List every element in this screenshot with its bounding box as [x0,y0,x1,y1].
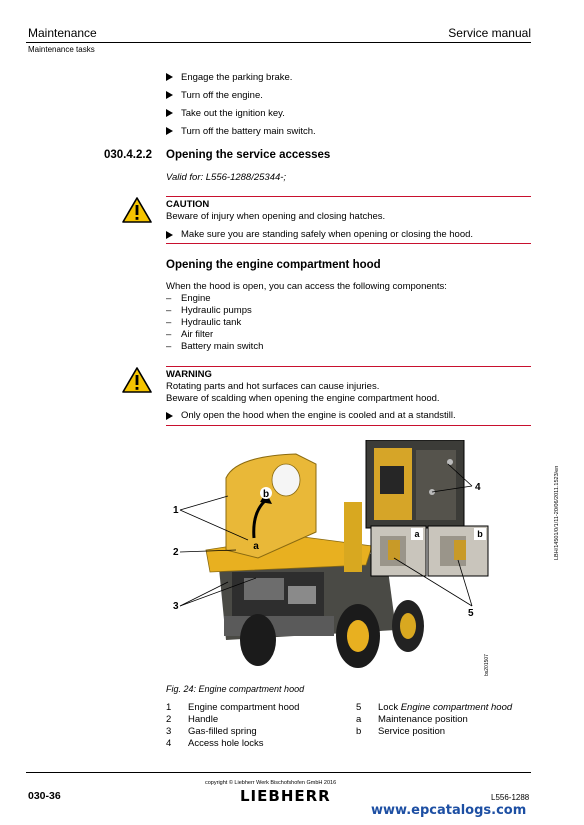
legend-item: 4 Access hole locks [166,738,264,749]
caution-text: Beware of injury when opening and closing hatches. [166,211,386,222]
callout-a-detail: a [414,529,420,539]
copyright-notice: copyright © Liebherr Werk Bischofshofen GmbH 2016 [205,780,337,786]
engine-hood-figure [166,440,531,678]
legend-item: 5 Lock Engine compartment hood [356,702,513,713]
legend-item: 2 Handle [166,714,219,725]
warning-triangle-icon [122,197,152,223]
step-item: Engage the parking brake. [166,68,316,86]
arrow-icon [166,91,173,99]
footer-rule [26,772,531,773]
component-list [166,293,263,353]
warning-text-1: Rotating parts and hot surfaces can cause injuries. [166,381,380,392]
caution-top-rule [166,196,531,197]
warning-bottom-rule [166,425,531,426]
callout-a: a [253,541,259,552]
arrow-icon [166,73,173,81]
warning-top-rule [166,366,531,367]
callout-5: 5 [468,608,474,619]
header-section-title: Maintenance [28,26,97,40]
caution-action: Make sure you are standing safely when opening or closing the hood. [166,229,473,240]
legend-item: 1 Engine compartment hood [166,702,300,713]
arrow-icon [166,412,173,420]
list-item: – Engine [166,293,211,304]
figure-caption: Fig. 24: Engine compartment hood [166,684,305,694]
callout-2: 2 [173,547,179,558]
caution-title: CAUTION [166,199,210,210]
legend-item: a Maintenance position [356,714,468,725]
callout-4: 4 [475,482,481,493]
callout-b-detail: b [477,529,483,539]
section-number: 030.4.2.2 [104,149,152,161]
preparation-steps [166,68,316,140]
legend-item: 3 Gas-filled spring [166,726,257,737]
model-number: L556-1288 [491,793,530,802]
document-id: LBH/14501/0/1/11-20/06/2011.1523/en [554,465,560,560]
figure-legend-left [166,702,299,750]
caution-bottom-rule [166,243,531,244]
warning-text-2: Beware of scalding when opening the engine compartment hood. [166,393,440,404]
list-item: – Battery main switch [166,341,264,352]
callout-3: 3 [173,601,179,612]
arrow-icon [166,109,173,117]
step-item: Take out the ignition key. [166,104,316,122]
arrow-icon [166,231,173,239]
subsection-intro: When the hood is open, you can access the following components: [166,281,447,292]
header-doc-type: Service manual [448,26,531,40]
figure-legend-right [356,702,512,738]
brand-logo: LIEBHERR [240,787,331,805]
legend-item: b Service position [356,726,446,737]
page-number: 030-36 [28,790,61,802]
subsection-title: Opening the engine compartment hood [166,259,381,271]
header-subtitle: Maintenance tasks [28,45,95,54]
watermark: www.epcatalogs.com [371,803,527,818]
list-item: – Hydraulic tank [166,317,242,328]
callout-1: 1 [173,505,179,516]
validity-note: Valid for: L556-1288/25344-; [166,172,287,183]
step-item: Turn off the engine. [166,86,316,104]
warning-action: Only open the hood when the engine is cooled and at a standstill. [166,410,456,421]
figure-code: bs201507 [484,654,490,676]
warning-triangle-icon [122,367,152,393]
step-item: Turn off the battery main switch. [166,122,316,140]
list-item: – Hydraulic pumps [166,305,252,316]
section-title: Opening the service accesses [166,149,331,161]
arrow-icon [166,127,173,135]
callout-b: b [262,489,270,500]
warning-title: WARNING [166,369,212,380]
header-rule [26,42,531,43]
list-item: – Air filter [166,329,214,340]
